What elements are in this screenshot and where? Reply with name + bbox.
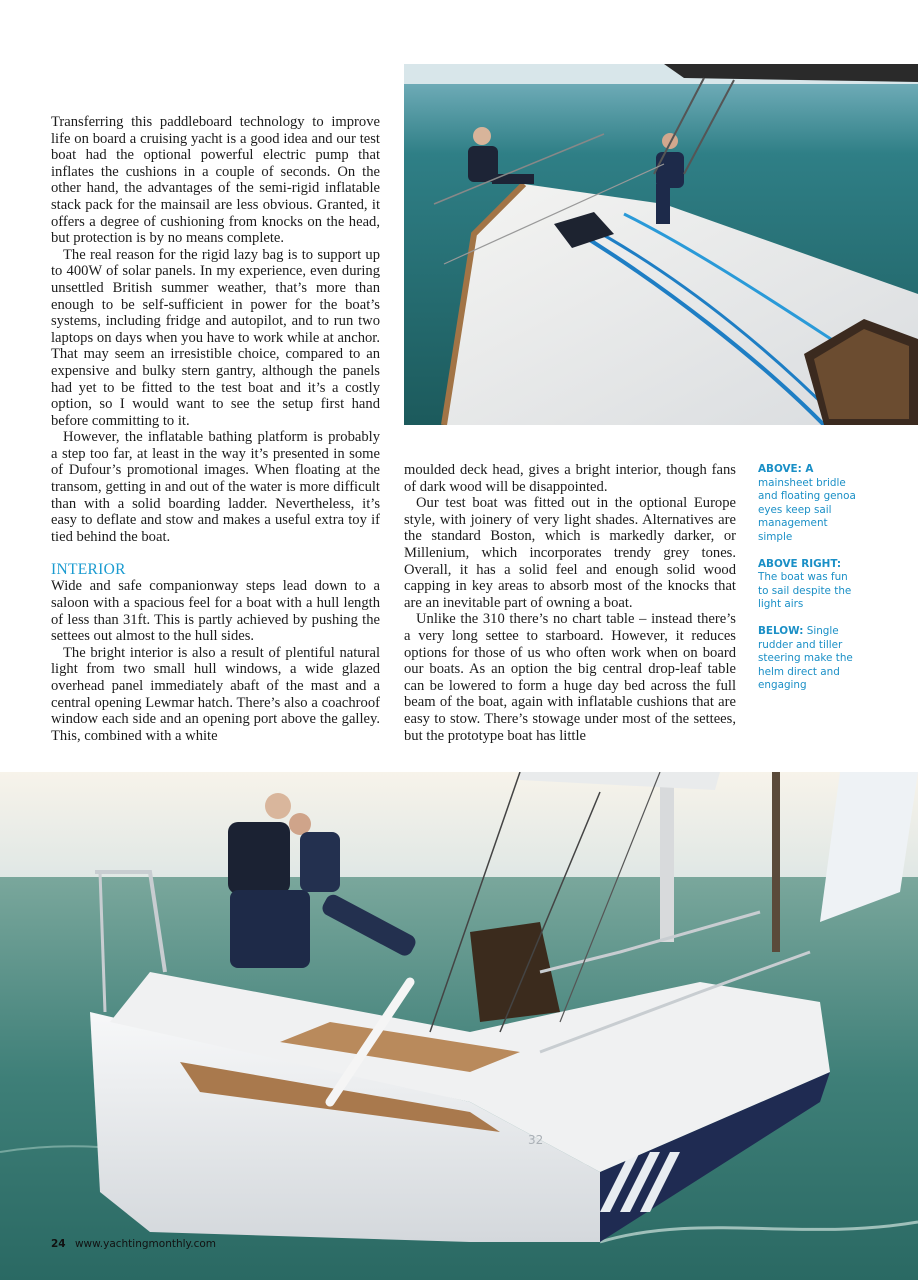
body-paragraph: Wide and safe companionway steps lead down to a saloon with a spacious feel for a boat with a hull length of less than 31ft. This is partly achieved by pushing the settees out almost to the hull sides. — [51, 578, 380, 645]
body-paragraph: The bright interior is also a result of plentiful natural light from two small hull windows, a wide glazed overhead panel immediately abaft of the mast and a central opening Lewmar hatch. There’s also a coachroof window each side and an opening port above the galley. This, combined with a white — [51, 644, 380, 744]
body-paragraph: moulded deck head, gives a bright interior, though fans of dark wood will be disappointed. — [404, 462, 736, 495]
section-heading: INTERIOR — [51, 561, 126, 579]
svg-text:32: 32 — [528, 1133, 544, 1147]
body-paragraph: Transferring this paddleboard technology to improve life on board a cruising yacht is a good idea and our test boat had the optional powerful electric pump that inflates the cushions in a couple of seconds. On the other hand, the advantages of the semi-rigid inflatable stack pack for the mainsail are less obvious. Granted, it offers a degree of cushioning from knocks on the head, but protection is by no means complete. — [51, 114, 380, 247]
caption-text: mainsheet bridle and floating genoa eyes keep sail management simple — [758, 476, 856, 543]
page-number: 24 — [51, 1238, 66, 1250]
page-footer — [51, 1238, 216, 1250]
caption-below — [758, 625, 858, 693]
caption-above — [758, 463, 858, 545]
body-paragraph: Our test boat was fitted out in the optional Europe style, with joinery of very light shades. Alternatives are the standard Boston, which is markedly darker, or Millenium, which incorporates trendy grey tones. Overall, it has a solid feel and enough solid wood capping in key areas to absorb most of the knocks that are an inevitable part of owning a boat. — [404, 495, 736, 611]
caption-lead: ABOVE RIGHT: — [758, 557, 842, 570]
body-paragraph: The real reason for the rigid lazy bag is to support up to 400W of solar panels. In my experience, even during unsettled British summer weather, that’s more than enough to be self-sufficient in power for the boat’s systems, including fridge and autopilot, and to run two laptops on days when you have to work while at anchor. That may seem an irresistible choice, compared to an expensive and bulky stern gantry, although the panels had yet to be fitted to the test boat and it’s a costly option, so I would want to see the setup first hand before committing to it. — [51, 246, 380, 429]
caption-text: The boat was fun to sail despite the light airs — [758, 571, 852, 611]
caption-above-right — [758, 558, 858, 612]
photo-boat-sailing — [0, 772, 918, 1280]
body-paragraph: However, the inflatable bathing platform is probably a step too far, at least in the way it’s presented in some of Dufour’s promotional images. When floating at the transom, getting in and out of the water is more difficult than with a solid boarding ladder. Nevertheless, it’s easy to deflate and stow and makes a useful extra toy if tied behind the boat. — [51, 429, 380, 545]
caption-lead: ABOVE: A — [758, 463, 814, 475]
caption-text: Single rudder and tiller steering make the helm direct and engaging — [758, 624, 853, 692]
footer-url: www.yachtingmonthly.com — [74, 1238, 217, 1250]
body-paragraph: Unlike the 310 there’s no chart table – instead there’s a very long settee to starboard. However, it reduces options for those of us who often work when on board our boats. As an option the big central drop-leaf table can be lowered to form a huge day bed across the full beam of the boat, again with inflatable cushions that are easy to stow. There’s stowage under most of the settees, but the prototype boat has little — [404, 611, 736, 744]
article-column-1 — [51, 114, 380, 744]
article-column-2 — [404, 462, 736, 744]
caption-lead: BELOW: — [758, 624, 804, 637]
photo-captions — [758, 463, 858, 706]
photo-deck-crew — [404, 64, 918, 425]
